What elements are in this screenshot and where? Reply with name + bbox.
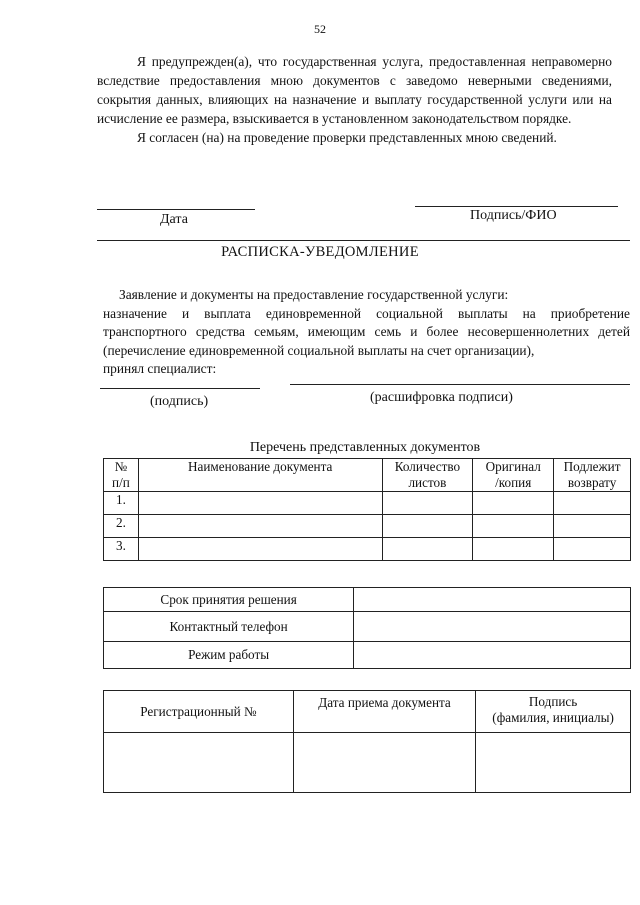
documents-table [103, 458, 631, 561]
cell-doc-name[interactable] [138, 537, 382, 560]
receipt-title: РАСПИСКА-УВЕДОМЛЕНИЕ [221, 244, 419, 260]
date-label: Дата [160, 212, 188, 227]
work-hours-label: Режим работы [104, 642, 354, 669]
decision-term-value[interactable] [354, 588, 631, 612]
col-doc-name: Наименование документа [138, 459, 382, 492]
warning-paragraph: Я предупрежден(а), что государственная услуга, предоставленная неправомерно вследствие предоставления мною документов с заведомо неверными сведениями, сокрытия данных, влияющих на назначение и выплату государственной услуги или на исчисление ее размера, взыскивается в установленном законодательством порядке. [97, 54, 612, 126]
consent-paragraph: Я согласен (на) на проведение проверки представленных мною сведений. [137, 130, 557, 145]
receipt-line-1: Заявление и документы на предоставление государственной услуги: [119, 287, 509, 302]
divider-line [97, 240, 630, 241]
specialist-decode-line [290, 384, 630, 385]
specialist-sign-line [100, 388, 260, 389]
work-hours-value[interactable] [354, 642, 631, 669]
cell-doc-name[interactable] [138, 514, 382, 537]
contact-phone-value[interactable] [354, 612, 631, 642]
documents-title: Перечень представленных документов [249, 440, 481, 455]
col-number: № п/п [104, 459, 139, 492]
col-original-copy: Оригинал /копия [473, 459, 554, 492]
info-table [103, 587, 631, 669]
reg-number-header: Регистрационный № [104, 691, 294, 733]
row-number: 1. [104, 491, 139, 514]
table-row [104, 537, 631, 560]
registration-table [103, 690, 631, 793]
decode-caption: (расшифровка подписи) [370, 390, 513, 405]
cell-sheet-count[interactable] [382, 537, 473, 560]
receive-date-cell[interactable] [293, 733, 475, 793]
cell-return[interactable] [554, 491, 631, 514]
cell-doc-name[interactable] [138, 491, 382, 514]
row-number: 2. [104, 514, 139, 537]
cell-sheet-count[interactable] [382, 491, 473, 514]
date-line [97, 209, 255, 210]
signature-label: Подпись/ФИО [470, 208, 557, 223]
contact-phone-label: Контактный телефон [104, 612, 354, 642]
col-return: Подлежит возврату [554, 459, 631, 492]
decision-term-label: Срок принятия решения [104, 588, 354, 612]
cell-return[interactable] [554, 514, 631, 537]
signature-header: Подпись (фамилия, инициалы) [476, 691, 631, 733]
receipt-line-3: принял специалист: [103, 361, 217, 376]
cell-sheet-count[interactable] [382, 514, 473, 537]
signature-cell[interactable] [476, 733, 631, 793]
row-number: 3. [104, 537, 139, 560]
cell-original-copy[interactable] [473, 514, 554, 537]
sign-caption: (подпись) [150, 394, 209, 409]
table-row [104, 491, 631, 514]
receive-date-header: Дата приема документа [293, 691, 475, 733]
reg-number-cell[interactable] [104, 733, 294, 793]
table-row [104, 514, 631, 537]
receipt-line-2: назначение и выплата единовременной социальной выплаты на приобретение транспортного средства семьям, имеющим семь и более несовершеннолетних детей (перечисление единовременной социальной выплаты на счет организации), [103, 305, 630, 358]
warning-text [97, 52, 612, 147]
page-number: 52 [314, 22, 326, 36]
receipt-text [103, 286, 630, 379]
col-sheet-count: Количество листов [382, 459, 473, 492]
signature-line [415, 206, 618, 207]
cell-original-copy[interactable] [473, 537, 554, 560]
cell-original-copy[interactable] [473, 491, 554, 514]
cell-return[interactable] [554, 537, 631, 560]
